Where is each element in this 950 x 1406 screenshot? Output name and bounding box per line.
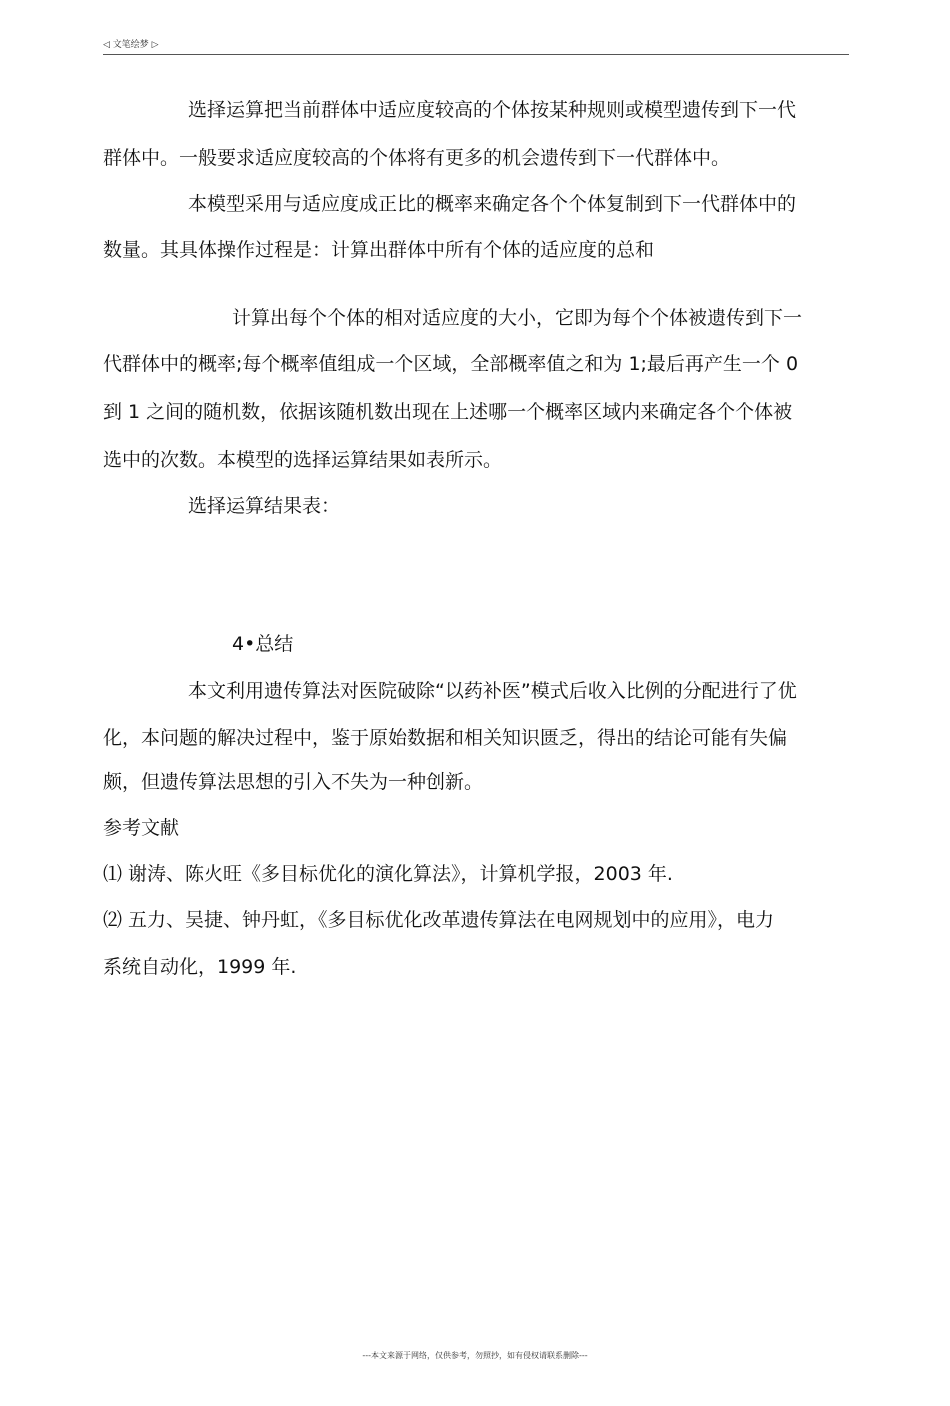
- references-heading: 参考文献: [103, 817, 180, 839]
- header-logo-text: ◁ 文笔绘梦 ▷: [103, 40, 159, 50]
- reference-2-cont: 系统自动化，1999 年.: [103, 956, 297, 978]
- para-line-3: 本模型采用与适应度成正比的概率来确定各个个体复制到下一代群体中的: [188, 193, 797, 215]
- table-caption: 选择运算结果表：: [188, 495, 341, 517]
- page-header: [103, 38, 849, 55]
- para-line-9: 本文利用遗传算法对医院破除“以药补医”模式后收入比例的分配进行了优: [188, 680, 797, 702]
- reference-1: ⑴ 谢涛、陈火旺《多目标优化的演化算法》，计算机学报，2003 年.: [103, 863, 673, 885]
- para-line-2: 群体中。一般要求适应度较高的个体将有更多的机会遗传到下一代群体中。: [103, 147, 731, 169]
- para-line-8: 选中的次数。本模型的选择运算结果如表所示。: [103, 449, 503, 471]
- para-line-5: 计算出每个个体的相对适应度的大小，它即为每个个体被遗传到下一: [232, 307, 803, 329]
- section-heading-summary: 4•总结: [232, 633, 294, 655]
- para-line-4: 数量。其具体操作过程是：计算出群体中所有个体的适应度的总和: [103, 239, 655, 261]
- para-line-6: 代群体中的概率;每个概率值组成一个区域，全部概率值之和为 1;最后再产生一个 0: [103, 353, 799, 375]
- para-line-11: 颇，但遗传算法思想的引入不失为一种创新。: [103, 771, 484, 793]
- reference-2: ⑵ 五力、吴捷、钟丹虹，《多目标优化改革遗传算法在电网规划中的应用》，电力: [103, 909, 775, 931]
- para-line-1: 选择运算把当前群体中适应度较高的个体按某种规则或模型遗传到下一代: [188, 99, 797, 121]
- para-line-7: 到 1 之间的随机数，依据该随机数出现在上述哪一个概率区域内来确定各个个体被: [103, 401, 793, 423]
- para-line-10: 化，本问题的解决过程中，鉴于原始数据和相关知识匮乏，得出的结论可能有失偏: [103, 727, 788, 749]
- page-footer: ---本文来源于网络，仅供参考，勿照抄，如有侵权请联系删除---: [362, 1351, 588, 1360]
